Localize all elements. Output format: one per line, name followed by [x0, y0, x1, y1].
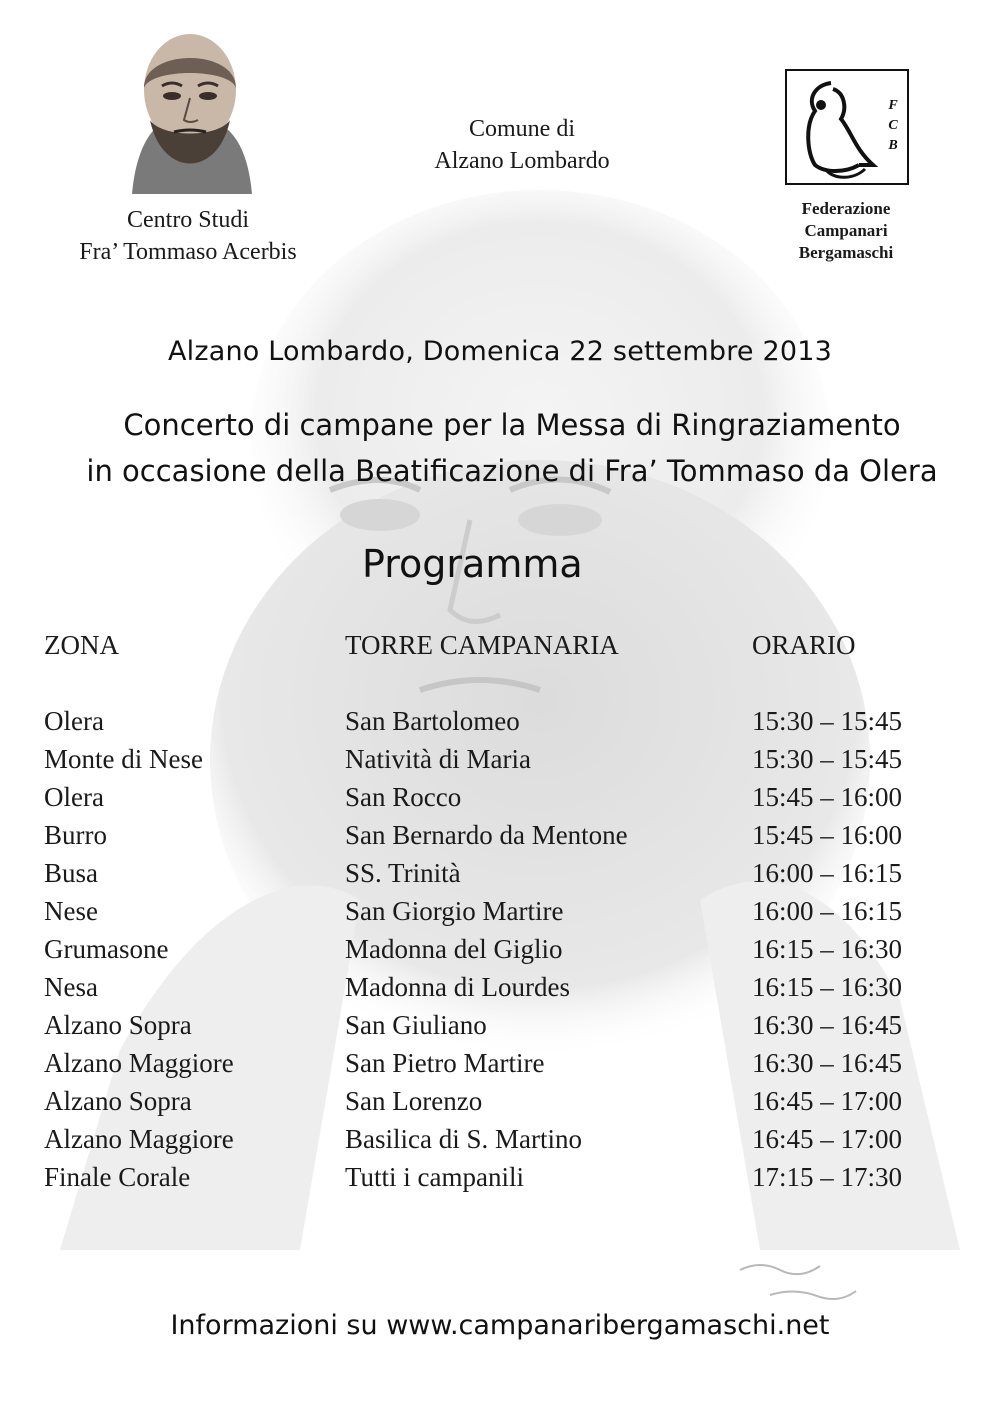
torre-cell: Tutti i campanili: [345, 1162, 525, 1192]
schedule-row: [44, 1162, 974, 1200]
schedule-row: [44, 1010, 974, 1048]
torre-cell: San Rocco: [345, 782, 462, 812]
schedule-rows: [44, 706, 974, 1200]
orario-cell: 15:30 – 15:45: [752, 706, 903, 736]
zona-cell: Grumasone: [44, 934, 169, 964]
centro-studi-label: [40, 204, 336, 268]
footer-info: Informazioni su www.campanaribergamaschi.net: [170, 1310, 830, 1341]
orario-cell: 17:15 – 17:30: [752, 1162, 903, 1192]
event-title-line-1: Concerto di campane per la Messa di Ringraziamento: [123, 408, 901, 442]
event-title-line-2: in occasione della Beatificazione di Fra’ Tommaso da Olera: [86, 454, 938, 488]
zona-cell: Nese: [44, 896, 98, 926]
zona-cell: Nesa: [44, 972, 98, 1002]
orario-cell: 16:00 – 16:15: [752, 858, 903, 888]
fcb-letter-f: F: [888, 98, 898, 113]
centro-studi-line-2: Fra’ Tommaso Acerbis: [79, 239, 297, 265]
orario-cell: 16:15 – 16:30: [752, 934, 903, 964]
torre-cell: San Giorgio Martire: [345, 896, 564, 926]
fcb-letter-b: B: [888, 138, 898, 153]
torre-cell: San Pietro Martire: [345, 1048, 545, 1078]
column-header-torre: TORRE CAMPANARIA: [345, 630, 619, 660]
zona-cell: Busa: [44, 858, 98, 888]
comune-line-2: Alzano Lombardo: [434, 148, 610, 174]
torre-cell: San Lorenzo: [345, 1086, 483, 1116]
zona-cell: Alzano Sopra: [44, 1010, 192, 1040]
column-header-orario: ORARIO: [752, 630, 856, 660]
fra-tommaso-portrait-logo: [122, 28, 260, 194]
fcb-bell-logo: [785, 69, 909, 185]
zona-cell: Alzano Maggiore: [44, 1124, 234, 1154]
zona-cell: Burro: [44, 820, 107, 850]
orario-cell: 16:30 – 16:45: [752, 1010, 903, 1040]
schedule-row: [44, 744, 974, 782]
fcb-letter-c: C: [888, 118, 898, 133]
torre-cell: SS. Trinità: [345, 858, 461, 888]
schedule-row: [44, 1048, 974, 1086]
federazione-label: [760, 198, 932, 264]
torre-cell: San Bernardo da Mentone: [345, 820, 628, 850]
comune-label: [380, 113, 664, 177]
schedule-row: [44, 706, 974, 744]
zona-cell: Monte di Nese: [44, 744, 203, 774]
torre-cell: Basilica di S. Martino: [345, 1124, 582, 1154]
zona-cell: Alzano Maggiore: [44, 1048, 234, 1078]
orario-cell: 16:45 – 17:00: [752, 1086, 903, 1116]
centro-studi-line-1: Centro Studi: [126, 207, 249, 233]
schedule-row: [44, 858, 974, 896]
schedule-row: [44, 1086, 974, 1124]
federazione-line-3: Bergamaschi: [798, 243, 894, 262]
torre-cell: San Giuliano: [345, 1010, 487, 1040]
torre-cell: Madonna del Giglio: [345, 934, 563, 964]
schedule-row: [44, 820, 974, 858]
schedule-row: [44, 782, 974, 820]
comune-line-1: Comune di: [469, 116, 575, 142]
orario-cell: 15:30 – 15:45: [752, 744, 903, 774]
zona-cell: Olera: [44, 706, 104, 736]
program-title: Programma: [362, 542, 583, 586]
orario-cell: 16:00 – 16:15: [752, 896, 903, 926]
orario-cell: 16:15 – 16:30: [752, 972, 903, 1002]
federazione-line-2: Campanari: [804, 221, 888, 240]
schedule-row: [44, 972, 974, 1010]
federazione-line-1: Federazione: [801, 199, 891, 218]
torre-cell: Madonna di Lourdes: [345, 972, 570, 1002]
schedule-header-row: [44, 630, 974, 668]
zona-cell: Olera: [44, 782, 104, 812]
torre-cell: Natività di Maria: [345, 744, 531, 774]
event-date-line: Alzano Lombardo, Domenica 22 settembre 2013: [167, 336, 833, 367]
zona-cell: Finale Corale: [44, 1162, 191, 1192]
schedule-table: [44, 630, 974, 1200]
zona-cell: Alzano Sopra: [44, 1086, 192, 1116]
torre-cell: San Bartolomeo: [345, 706, 520, 736]
schedule-row: [44, 896, 974, 934]
orario-cell: 15:45 – 16:00: [752, 820, 903, 850]
orario-cell: 16:45 – 17:00: [752, 1124, 903, 1154]
schedule-row: [44, 934, 974, 972]
column-header-zona: ZONA: [44, 630, 119, 660]
schedule-row: [44, 1124, 974, 1162]
orario-cell: 16:30 – 16:45: [752, 1048, 903, 1078]
orario-cell: 15:45 – 16:00: [752, 782, 903, 812]
